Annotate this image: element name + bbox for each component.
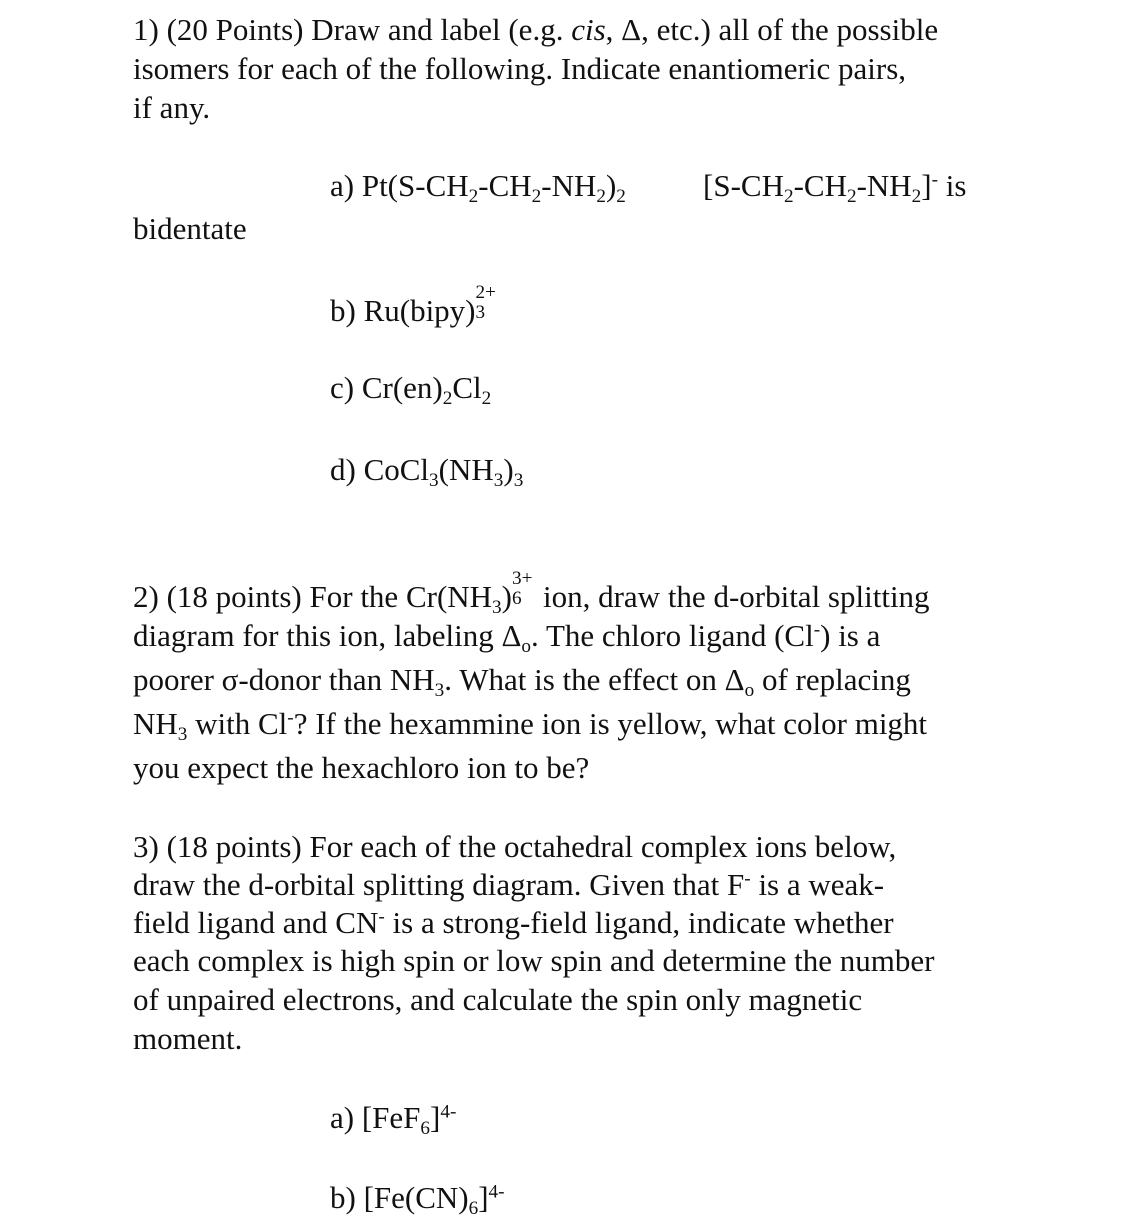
cis-term: cis	[571, 12, 606, 47]
q2-line-3: poorer σ-donor than $NH_3$. What is the effect on $\Delta_o$ of replacing	[133, 662, 911, 701]
q3-line-2: draw the d-orbital splitting diagram. Given that F- is a weak-	[133, 867, 885, 902]
q1-line-3: if any.	[133, 90, 211, 125]
q2-line-4: $NH_3$ with Cl-? If the hexammine ion is yellow, what color might	[133, 706, 928, 745]
q3-line-4: each complex is high spin or low spin and determine the number	[133, 943, 935, 978]
q1-line-1: 1) (20 Points) Draw and label (e.g. cis, Δ, etc.) all of the possible	[133, 12, 939, 47]
q3-line-1: 3) (18 points) For each of the octahedral complex ions below,	[133, 829, 897, 864]
q1-item-a: a) $Pt(S-CH_2-CH_2-NH_2)_2$	[330, 168, 626, 207]
b-sub-sup: 2+ 3	[475, 282, 496, 324]
q2-sub-sup: 3+ 6	[511, 568, 533, 610]
q1-item-c: c) $Cr(en)_2Cl_2$	[330, 370, 492, 409]
q1-item-a-ligand-note: $[S-CH_2-CH_2-NH_2]^-$ is	[703, 168, 967, 207]
q3-line-3: field ligand and CN- is a strong-field ligand, indicate whether	[133, 905, 894, 940]
q1-bidentate-word: bidentate	[133, 211, 247, 246]
q3-item-b: b) $[Fe(CN)_6]^{4-}$	[330, 1180, 505, 1219]
q3-line-6: moment.	[133, 1021, 243, 1056]
q2-line-1: 2) (18 points) For the $Cr(NH_3)$ 3+ 6 ion, draw the d-orbital splitting	[133, 568, 930, 618]
q1-item-d: d) $CoCl_3(NH_3)_3$	[330, 452, 524, 491]
q2-line-5: you expect the hexachloro ion to be?	[133, 750, 590, 785]
q2-line-2: diagram for this ion, labeling $\Delta_o$. The chloro ligand (Cl-) is a	[133, 618, 881, 657]
q1-line-2: isomers for each of the following. Indicate enantiomeric pairs,	[133, 51, 907, 86]
q3-item-a: a) $[FeF_6]^{4-}$	[330, 1100, 457, 1139]
q3-line-5: of unpaired electrons, and calculate the spin only magnetic	[133, 982, 863, 1017]
q1-item-b: b) Ru(bipy) 2+ 3	[330, 290, 499, 326]
